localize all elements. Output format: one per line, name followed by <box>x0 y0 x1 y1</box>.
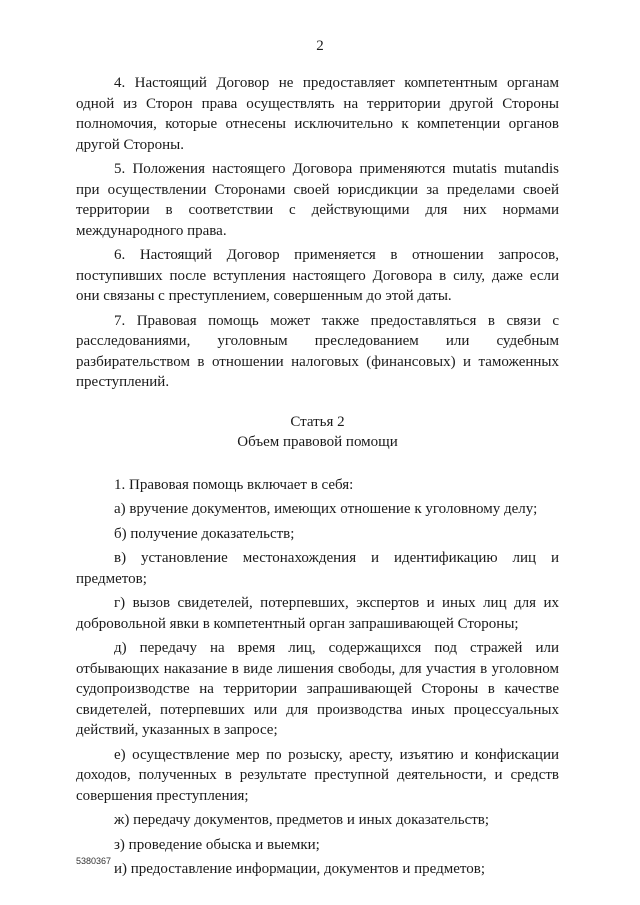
article-number: Статья 2 <box>290 413 345 430</box>
article-title: Объем правовой помощи <box>237 434 398 450</box>
paragraph-4: 4. Настоящий Договор не предоставляет компетентным органам одной из Сторон права осуществлять на территории другой Стороны полномочия, которые отнесены исключительно к компетенции органов другой Стороны. <box>76 75 559 153</box>
list-item: ж) передачу документов, предметов и иных доказательств; <box>114 812 490 828</box>
list-item: з) проведение обыска и выемки; <box>114 836 320 853</box>
list-item: 1. Правовая помощь включает в себя: <box>114 476 354 493</box>
list-item: г) вызов свидетелей, потерпевших, экспертов и иных лиц для их добровольной явки в компетентный орган запрашивающей Стороны; <box>76 595 559 632</box>
list-item: б) получение доказательств; <box>114 525 295 542</box>
paragraph-5: 5. Положения настоящего Договора применяются mutatis mutandis при осуществлении Сторонами своей юрисдикции за пределами своей территории в соответствии с действующими для них нормами международного права. <box>76 161 559 239</box>
list-item: и) предоставление информации, документов и предметов; <box>114 861 486 877</box>
list-item: д) передачу на время лиц, содержащихся под стражей или отбывающих наказание в виде лишения свободы, для участия в уголовном судопроизводстве на территории запрашивающей Стороны в качестве свидетелей, потерпевших или для производства иных процессуальных действий, указанных в запросе; <box>76 640 559 738</box>
paragraph-6: 6. Настоящий Договор применяется в отношении запросов, поступивших после вступления настоящего Договора в силу, даже если они связаны с преступлением, совершенным до этой даты. <box>76 247 559 304</box>
list-item: а) вручение документов, имеющих отношение к уголовному делу; <box>114 501 538 517</box>
list-item: в) установление местонахождения и идентификацию лиц и предметов; <box>76 550 559 587</box>
page-number: 2 <box>316 38 324 54</box>
list-item: е) осуществление мер по розыску, аресту, изъятию и конфискации доходов, полученных в результате преступной деятельности, и средств совершения преступления; <box>76 746 559 804</box>
document-body <box>76 73 559 880</box>
document-code: 5380367 <box>76 856 112 866</box>
paragraph-7: 7. Правовая помощь может также предоставляться в связи с расследованиями, уголовным преследованием или судебным разбирательством в отношении налоговых (финансовых) и таможенных преступлений. <box>76 312 559 390</box>
